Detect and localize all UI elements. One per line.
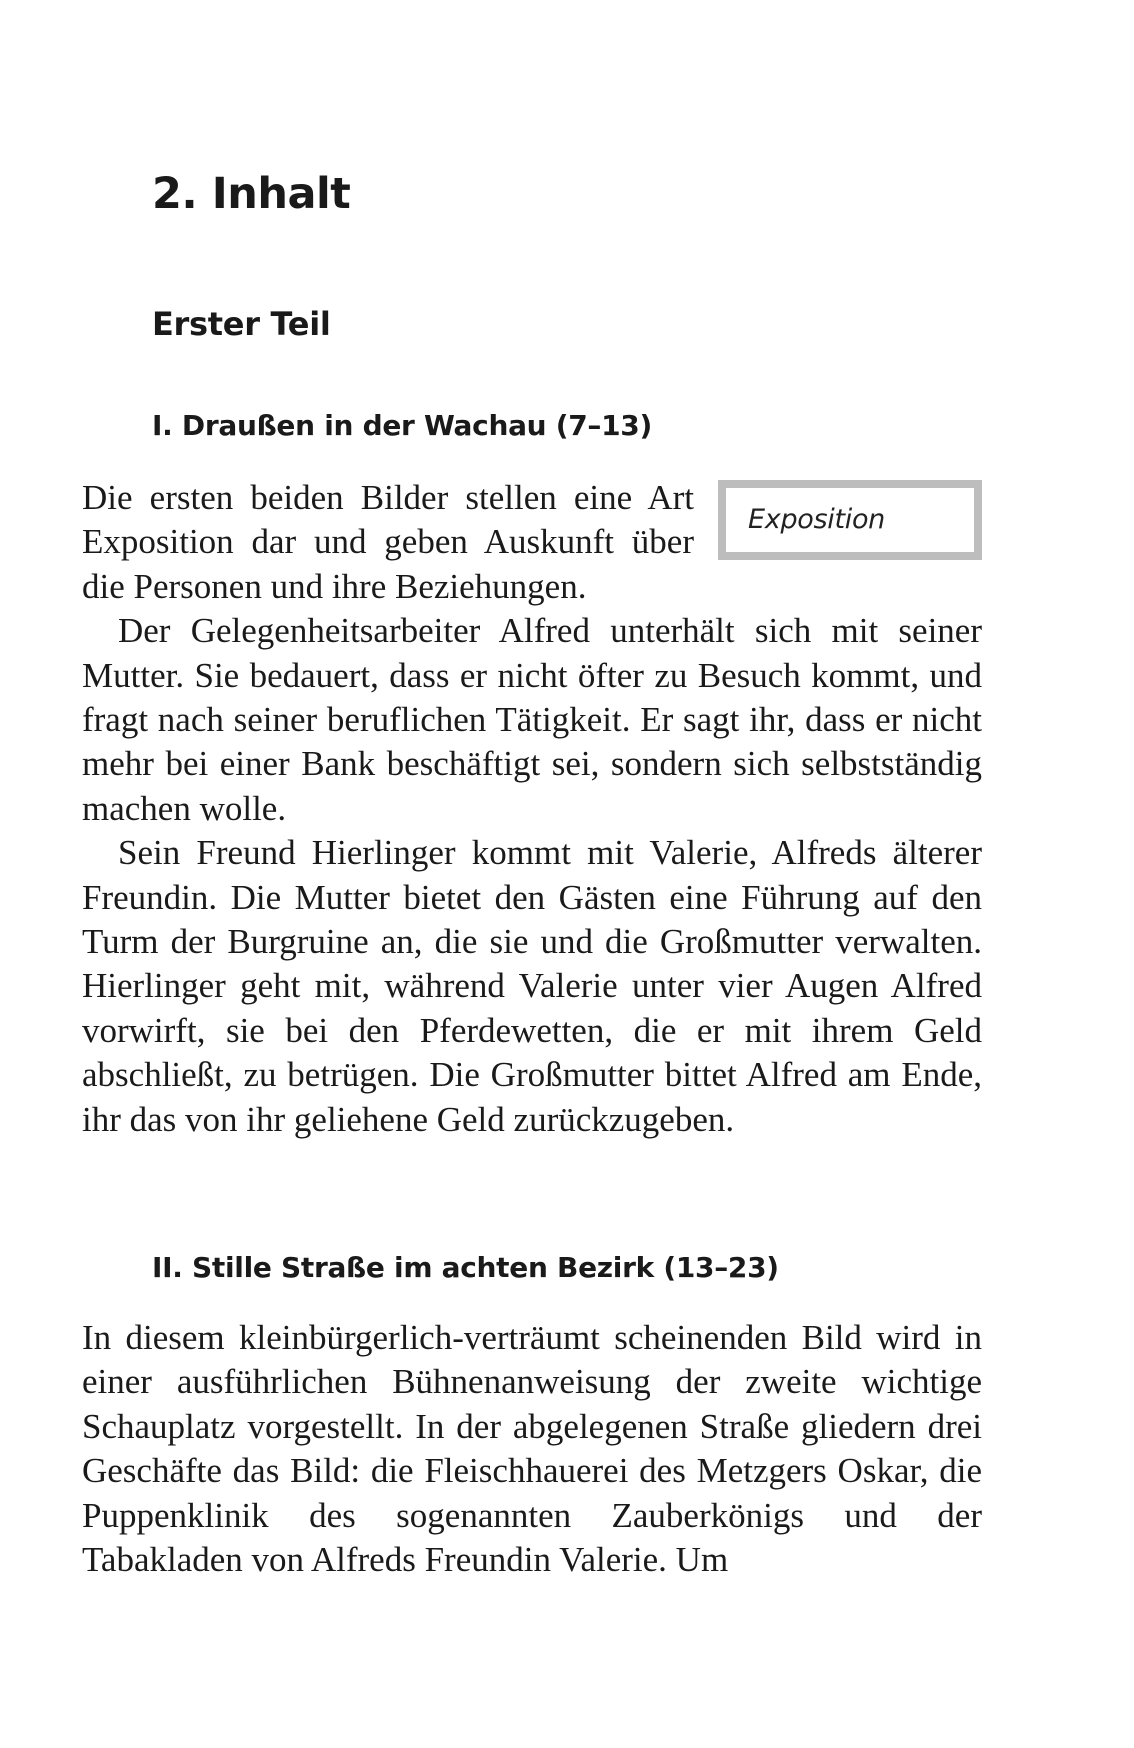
margin-note-box [718,480,982,560]
section-heading-1: I. Draußen in der Wachau (7–13) [152,409,652,442]
paragraph: Der Gelegenheitsarbeiter Alfred unterhält sich mit seiner Mutter. Sie bedauert, dass er nicht öfter zu Besuch kommt, und fragt nach seiner beruflichen Tätigkeit. Er sagt ihr, dass er nicht mehr bei einer Bank beschäftigt sei, sondern sich selbstständig machen wolle. [82,611,982,828]
paragraph: Sein Freund Hierlinger kommt mit Valerie, Alfreds älterer Freundin. Die Mutter bietet den Gästen eine Führung auf den Turm der Burgruine an, die sie und die Großmutter verwalten. Hierlinger geht mit, während Valerie unter vier Augen Alfred vorwirft, sie bei den Pferdewetten, die er mit ihrem Geld abschließt, zu betrügen. Die Großmutter bittet Alfred am Ende, ihr das von ihr geliehene Geld zurückzugeben. [82,833,982,1139]
margin-note-container [718,480,982,560]
section-2-text [82,1316,982,1582]
section-1-text [82,476,982,1142]
paragraph: Die ersten beiden Bilder stellen eine Art Exposition dar und geben Auskunft über die Personen und ihre Beziehungen. [82,478,694,606]
margin-note-label: Exposition [748,503,885,535]
part-title: Erster Teil [152,305,331,343]
section-heading-2: II. Stille Straße im achten Bezirk (13–23) [152,1251,779,1284]
chapter-title: 2. Inhalt [152,169,351,219]
paragraph: In diesem kleinbürgerlich-verträumt scheinenden Bild wird in einer ausführlichen Bühnenanweisung der zweite wichtige Schauplatz vorgestellt. In der abgelegenen Straße gliedern drei Geschäfte das Bild: die Fleischhauerei des Metzgers Oskar, die Puppenklinik des sogenannten Zauberkönigs und der Tabakladen von Alfreds Freundin Valerie. Um [82,1318,982,1580]
